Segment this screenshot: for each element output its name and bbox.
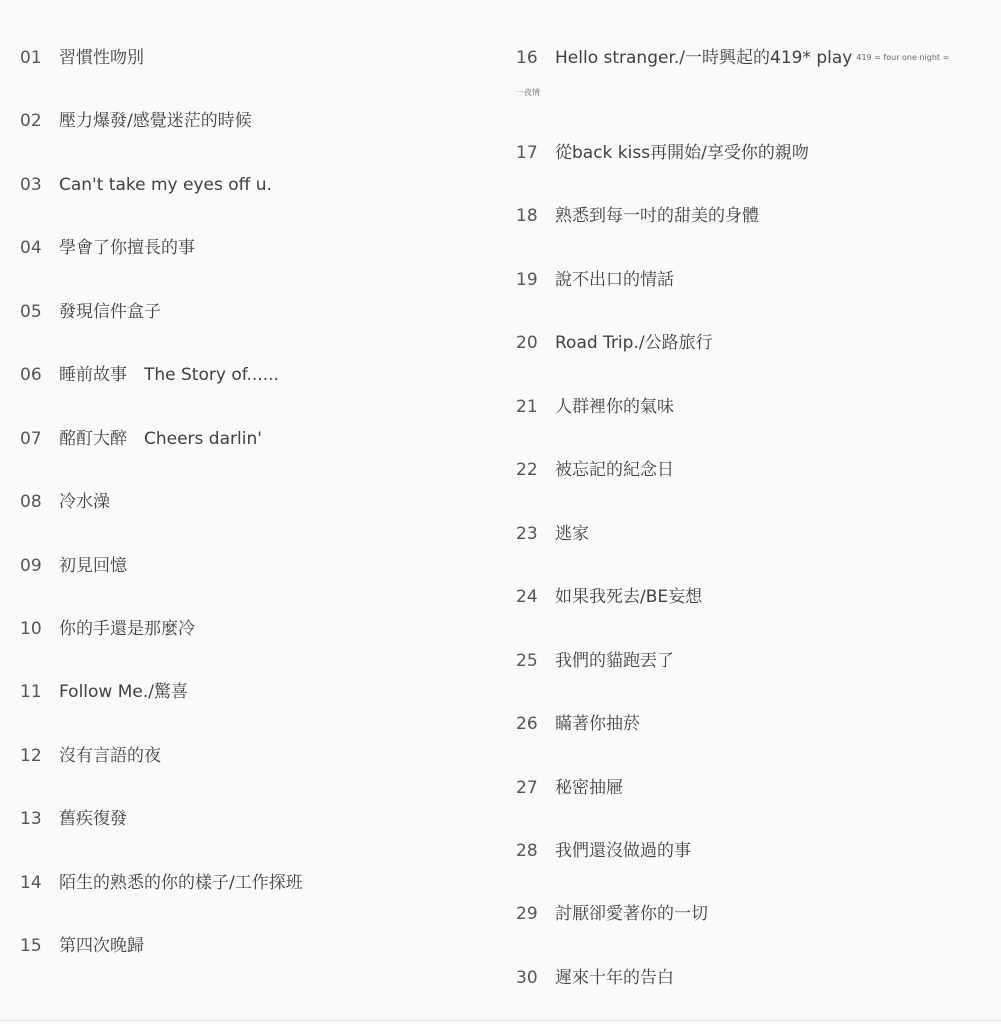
list-item[interactable] xyxy=(20,47,144,69)
item-title: 遲來十年的告白 xyxy=(555,968,674,988)
item-number: 27 xyxy=(516,778,538,798)
list-item[interactable] xyxy=(20,237,195,259)
item-number: 25 xyxy=(516,651,538,671)
item-number: 08 xyxy=(20,492,42,512)
list-item[interactable] xyxy=(516,332,713,354)
item-number: 24 xyxy=(516,587,538,607)
item-title: 發現信件盒子 xyxy=(59,302,161,322)
list-item[interactable] xyxy=(20,681,188,703)
item-number: 07 xyxy=(20,429,42,449)
item-title: 秘密抽屜 xyxy=(555,778,623,798)
item-footnote: 419 = four one night = xyxy=(856,53,950,62)
item-title: 討厭卻愛著你的一切 xyxy=(555,904,708,924)
item-title: 壓力爆發/感覺迷茫的時候 xyxy=(59,111,252,131)
list-item[interactable] xyxy=(516,205,759,227)
item-title: 從back kiss再開始/享受你的親吻 xyxy=(555,143,809,163)
list-item[interactable] xyxy=(20,301,161,323)
item-title: 第四次晚歸 xyxy=(59,936,144,956)
item-title: 熟悉到每一吋的甜美的身體 xyxy=(555,206,759,226)
item-title: 沒有言語的夜 xyxy=(59,746,161,766)
list-item[interactable] xyxy=(516,47,949,69)
item-title: 我們的貓跑丟了 xyxy=(555,651,674,671)
item-title: 酩酊大醉 Cheers darlin' xyxy=(59,429,262,449)
list-item[interactable] xyxy=(20,745,161,767)
item-number: 30 xyxy=(516,968,538,988)
item-number: 29 xyxy=(516,904,538,924)
item-footnote-continuation: 一夜情 xyxy=(516,88,540,97)
item-title: Hello stranger./一時興起的419* play xyxy=(555,48,853,68)
item-number: 01 xyxy=(20,48,42,68)
item-number: 23 xyxy=(516,524,538,544)
item-number: 09 xyxy=(20,556,42,576)
list-item[interactable] xyxy=(20,618,195,640)
bottom-divider xyxy=(0,1020,1001,1021)
list-item[interactable] xyxy=(20,110,252,132)
list-item[interactable] xyxy=(516,269,674,291)
item-number: 18 xyxy=(516,206,538,226)
item-title: 學會了你擅長的事 xyxy=(59,238,195,258)
item-number: 03 xyxy=(20,175,42,195)
item-number: 22 xyxy=(516,460,538,480)
item-number: 19 xyxy=(516,270,538,290)
list-item[interactable] xyxy=(516,142,809,164)
item-title: 睡前故事 The Story of...... xyxy=(59,365,279,385)
list-item[interactable] xyxy=(516,459,674,481)
item-title: 瞞著你抽菸 xyxy=(555,714,640,734)
item-number: 17 xyxy=(516,143,538,163)
item-title: 冷水澡 xyxy=(59,492,110,512)
list-item[interactable] xyxy=(516,586,702,608)
item-title: 如果我死去/BE妄想 xyxy=(555,587,703,607)
list-item[interactable] xyxy=(516,903,708,925)
list-item[interactable] xyxy=(20,428,262,450)
list-item[interactable] xyxy=(516,523,589,545)
item-number: 21 xyxy=(516,397,538,417)
list-item[interactable] xyxy=(20,808,127,830)
list-item[interactable] xyxy=(516,840,691,862)
item-number: 12 xyxy=(20,746,42,766)
item-number: 20 xyxy=(516,333,538,353)
item-number: 04 xyxy=(20,238,42,258)
item-title: 初見回憶 xyxy=(59,556,127,576)
item-number: 05 xyxy=(20,302,42,322)
item-title: 逃家 xyxy=(555,524,589,544)
item-number: 26 xyxy=(516,714,538,734)
item-title: 我們還沒做過的事 xyxy=(555,841,691,861)
list-item[interactable] xyxy=(516,777,623,799)
item-title: 舊疾復發 xyxy=(59,809,127,829)
list-item[interactable] xyxy=(20,935,144,957)
item-number: 13 xyxy=(20,809,42,829)
list-item[interactable] xyxy=(20,555,127,577)
list-item[interactable] xyxy=(20,174,272,196)
item-number: 10 xyxy=(20,619,42,639)
list-item[interactable] xyxy=(516,967,674,989)
item-number: 06 xyxy=(20,365,42,385)
item-number: 16 xyxy=(516,48,538,68)
item-title: 人群裡你的氣味 xyxy=(555,397,674,417)
item-title: Follow Me./驚喜 xyxy=(59,682,188,702)
item-number: 14 xyxy=(20,873,42,893)
item-number: 15 xyxy=(20,936,42,956)
item-title: 你的手還是那麼冷 xyxy=(59,619,195,639)
item-title: 被忘記的紀念日 xyxy=(555,460,674,480)
item-number: 11 xyxy=(20,682,42,702)
item-number: 28 xyxy=(516,841,538,861)
item-title: 陌生的熟悉的你的樣子/工作探班 xyxy=(59,873,303,893)
list-item[interactable] xyxy=(516,713,640,735)
list-item[interactable] xyxy=(516,396,674,418)
item-title: 習慣性吻別 xyxy=(59,48,144,68)
list-item[interactable] xyxy=(20,872,303,894)
item-title: Can't take my eyes off u. xyxy=(59,175,272,195)
list-item[interactable] xyxy=(516,650,674,672)
list-item[interactable] xyxy=(20,364,279,386)
item-title: Road Trip./公路旅行 xyxy=(555,333,713,353)
list-item[interactable] xyxy=(20,491,110,513)
item-title: 說不出口的情話 xyxy=(555,270,674,290)
item-number: 02 xyxy=(20,111,42,131)
